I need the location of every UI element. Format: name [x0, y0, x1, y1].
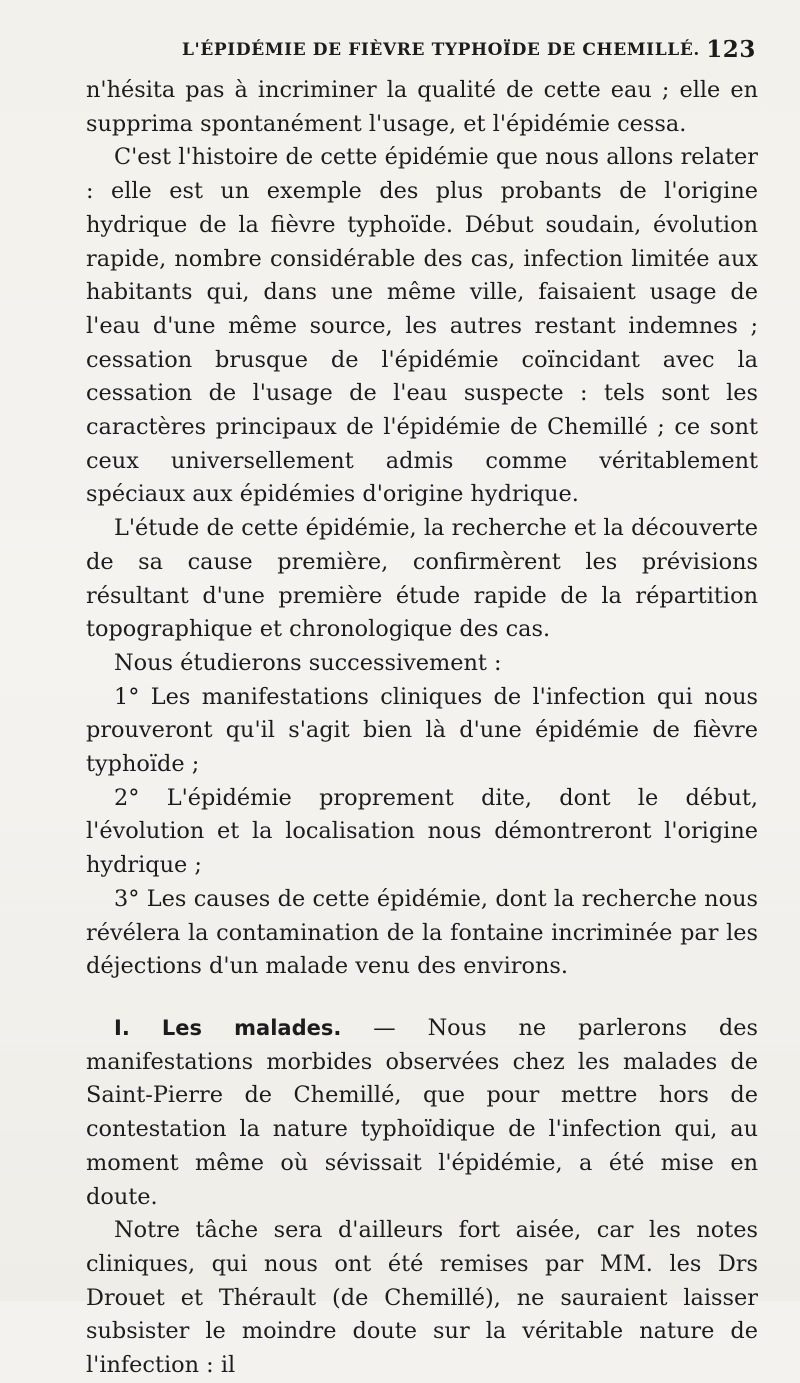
running-header: [170, 36, 756, 66]
section-text: Nous ne parlerons des manifestations morbides observées chez les malades de Saint-Pierre de Chemillé, que pour mettre hors de contestation la nature typhoïdique de l'infection qui, au moment même où sévissait l'épidémie, a été mise en doute.: [86, 1014, 758, 1210]
page-number: 123: [706, 36, 756, 63]
list-item-2: 2° L'épidémie proprement dite, dont le début, l'évolution et la localisation nous démontreront l'origine hydrique ;: [86, 784, 758, 879]
section-dash: —: [341, 1014, 428, 1041]
header-title: L'ÉPIDÉMIE DE FIÈVRE TYPHOÏDE DE CHEMILLÉ.: [182, 40, 700, 60]
paragraph-intro: C'est l'histoire de cette épidémie que nous allons relater : elle est un exemple des plus probants de l'origine hydrique de la fièvre typhoïde. Début soudain, évolution rapide, nombre considérable des cas, infection limitée aux habitants qui, dans une même ville, faisaient usage de l'eau d'une même source, les autres restant indemnes ; cessation brusque de l'épidémie coïncidant avec la cessation de l'usage de l'eau suspecte : tels sont les caractères principaux de l'épidémie de Chemillé ; ce sont ceux universellement admis comme véritablement spéciaux aux épidémies d'origine hydrique.: [86, 144, 758, 508]
list-item-3: 3° Les causes de cette épidémie, dont la recherche nous révélera la contamination de la fontaine incriminée par les déjections d'un malade venu des environs.: [86, 885, 758, 980]
paragraph-study: L'étude de cette épidémie, la recherche et la découverte de sa cause première, confirmèrent les prévisions résultant d'une première étude rapide de la répartition topographique et chronologique des cas.: [86, 515, 758, 643]
paragraph-last: Notre tâche sera d'ailleurs fort aisée, car les notes cliniques, qui nous ont été remises par MM. les Drs Drouet et Thérault (de Chemillé), ne sauraient laisser subsister le moindre doute sur la véritable nature de l'infection : il: [86, 1217, 758, 1379]
section-heading: I. Les malades.: [114, 1015, 342, 1040]
section-paragraph: [86, 1012, 758, 1214]
paragraph-plan: Nous étudierons successivement :: [114, 649, 502, 676]
list-item-1: 1° Les manifestations cliniques de l'infection qui nous prouveront qu'il s'agit bien là d'une épidémie de fièvre typhoïde ;: [86, 683, 758, 778]
page-body: [86, 74, 758, 1383]
paragraph-continuation: n'hésita pas à incriminer la qualité de cette eau ; elle en supprima spontanément l'usage, et l'épidémie cessa.: [86, 77, 758, 137]
